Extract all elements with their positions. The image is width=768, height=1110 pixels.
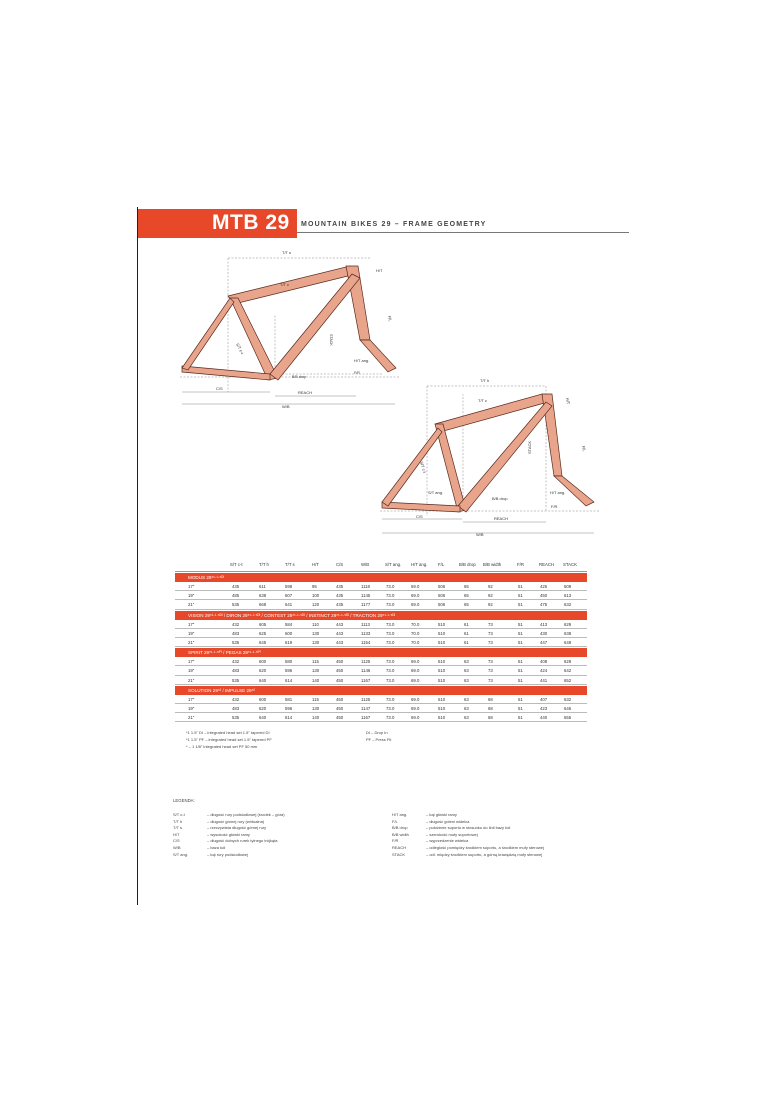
table-cell: 450 [336,677,344,683]
table-cell: 63 [464,696,469,702]
table-cell: 620 [259,668,267,674]
dim-label: B/B drop [492,496,508,501]
group-header-row [175,648,587,657]
table-cell: 69.0 [411,715,420,721]
table-cell: 51 [518,584,523,589]
legend-key: T/T h [173,818,183,824]
legend-title: LEGENDA: [173,798,195,803]
dim-label: W/B [282,404,290,409]
table-cell: 510 [438,705,446,711]
table-cell: 130 [312,668,320,674]
legend-desc: – rzeczywista długość górnej rury [207,825,267,831]
table-cell: 640 [259,677,267,683]
table-cell: 51 [518,715,523,721]
size-cell: 17" [188,659,195,665]
column-header: W/B [361,562,370,567]
table-cell: 73 [488,659,493,665]
dim-label: T/T c [478,398,488,403]
group-name: SPIRIT 29*¹·¹·⁵ᴾᶠ / PEGAS 29*¹·¹·⁵ᴾᶠ [188,650,261,656]
table-cell: 440 [540,715,548,721]
legend-key: W/B [173,844,181,850]
legend-desc: – odległość pomiędzy środkiem suportu, a środkiem mufy sterowej [426,844,544,850]
legend-key: F/R [392,838,399,844]
table-cell: 73 [488,668,493,674]
table-cell: 614 [285,715,293,721]
table-cell: 73.0 [386,668,395,674]
table-cell: 629 [564,621,572,627]
table-cell: 115 [312,659,319,665]
legend-item [173,832,373,839]
table-cell: 73 [488,677,493,683]
table-cell: 408 [540,659,548,665]
table-cell: 425 [540,584,548,589]
table-cell: 69.0 [411,696,420,702]
column-header: REACH [539,562,555,567]
table-row [175,695,587,704]
table-cell: 69.0 [411,593,420,599]
table-cell: 1147 [361,705,371,711]
table-cell: 638 [259,593,267,599]
table-cell: 69.0 [411,677,420,683]
table-cell: 619 [285,639,293,645]
table-cell: 51 [518,621,523,627]
table-cell: 73.0 [386,621,395,627]
frame-diagram-modern [370,376,620,541]
table-cell: 73.0 [386,705,395,711]
table-cell: 68 [488,705,493,711]
table-cell: 73.0 [386,696,395,702]
table-cell: 61 [464,639,469,645]
legend-item [392,838,592,845]
footnote: PF – Press Fit [366,737,392,742]
table-row [175,676,587,685]
table-cell: 646 [564,705,572,711]
table-cell: 1118 [361,584,370,589]
table-cell: 1125 [361,659,371,665]
legend-desc: – położenie suportu w stosunku do linii bazy kół [426,825,511,831]
table-cell: 1113 [361,621,370,627]
table-cell: 614 [285,677,293,683]
table-cell: 73.0 [386,584,395,589]
table-cell: 95 [312,584,317,589]
table-cell: 443 [336,621,344,627]
table-cell: 140 [312,715,320,721]
table-cell: 611 [259,584,266,589]
table-cell: 1146 [361,668,371,674]
legend-item [392,819,592,826]
table-cell: 100 [312,593,320,599]
dim-label: B/B drop [292,375,306,379]
table-cell: 63 [464,677,469,683]
table-cell: 69.0 [411,584,420,589]
table-cell: 535 [232,715,240,721]
table-cell: 506 [438,602,446,608]
legend-key: B/B width [392,831,409,837]
legend-item [173,838,373,845]
size-cell: 17" [188,696,195,702]
table-cell: 632 [564,696,572,702]
table-cell: 70.0 [411,630,420,636]
table-cell: 63 [464,715,469,721]
dim-label: T/T h [480,378,490,383]
size-cell: 21" [188,715,195,721]
table-cell: 581 [285,696,293,702]
table-cell: 435 [336,584,344,589]
table-cell: 506 [438,584,446,589]
table-cell: 641 [285,602,293,608]
table-cell: 110 [312,621,319,627]
legend-item [392,845,592,852]
table-cell: 535 [232,677,240,683]
table-cell: 1133 [361,630,371,636]
table-row [175,582,587,591]
table-cell: 51 [518,602,523,608]
page-margin-rule [137,207,138,905]
table-cell: 73.0 [386,593,395,599]
table-cell: 435 [232,584,240,589]
legend-item [173,852,373,859]
legend-desc: – długość dolnych rurek tylnego trójkąta [207,838,278,844]
legend-item [392,825,592,832]
table-cell: 600 [285,630,293,636]
group-header-row [175,611,587,620]
table-cell: 483 [232,668,240,674]
table-cell: 69.0 [411,668,420,674]
table-cell: 1167 [361,715,371,721]
table-cell: 115 [312,696,319,702]
legend-desc: – wysokość główki ramy [207,831,250,837]
table-cell: 1125 [361,696,371,702]
footnote: *1 1.5" DI – integrated head set 1.5" tapered DI [186,730,270,735]
table-cell: 607 [285,593,293,599]
table-cell: 450 [540,593,548,599]
dim-label: T/T s [282,250,292,255]
table-cell: 1145 [361,593,371,599]
size-cell: 19" [188,705,195,711]
table-cell: 61 [464,621,469,627]
table-cell: 1167 [361,677,371,683]
table-cell: 120 [312,602,320,608]
table-cell: 65 [464,593,469,599]
geometry-table [175,560,587,722]
column-header: T/T h [259,562,269,567]
table-cell: 450 [336,668,344,674]
table-cell: 435 [336,593,344,599]
table-cell: 70.0 [411,639,420,645]
table-cell: 65 [464,602,469,608]
table-cell: 73.0 [386,602,395,608]
table-cell: 609 [564,584,572,589]
dim-label: S/T c-t [235,342,245,355]
legend-desc: – długość rury podsiodłowej (środek – góra) [207,812,285,817]
table-cell: 580 [285,659,293,665]
table-cell: 510 [438,630,446,636]
table-cell: 640 [259,715,267,721]
legend-item [392,812,592,819]
column-header: F/R [517,562,524,567]
table-cell: 510 [438,696,446,702]
dim-label: T/T c [280,282,290,287]
size-cell: 19" [188,593,195,599]
column-header: C/S [336,562,344,567]
table-cell: 535 [232,639,240,645]
table-cell: 475 [540,602,548,608]
table-cell: 450 [336,696,344,702]
legend-key: H/T ang. [392,812,408,817]
table-cell: 423 [540,705,548,711]
table-cell: 668 [259,602,267,608]
table-cell: 92 [488,602,493,608]
table-cell: 73.0 [386,630,395,636]
table-cell: 1154 [361,639,371,645]
table-cell: 1177 [361,602,371,608]
table-cell: 642 [564,668,572,674]
column-header: H/T [312,562,319,567]
table-cell: 632 [564,602,572,608]
legend-key: STACK [392,851,406,857]
table-cell: 535 [232,602,240,608]
table-cell: 51 [518,630,523,636]
table-cell: 432 [232,659,240,665]
dim-label: S/T ang. [428,490,444,495]
table-cell: 73.0 [386,659,395,665]
column-header: B/B width [483,562,502,567]
table-cell: 130 [312,639,320,645]
column-header: S/T c-t [230,562,243,567]
legend-right [392,812,592,858]
table-cell: 51 [518,677,523,683]
table-cell: 600 [259,696,267,702]
header-rule [297,232,629,233]
table-cell: 63 [464,668,469,674]
dim-label: F/R [551,504,558,509]
legend-desc: – kąt rury podsiodłowej [207,851,248,857]
dim-label: C/S [216,386,223,391]
dim-label: H/T ang. [354,358,370,363]
table-cell: 628 [564,659,572,665]
table-cell: 443 [336,639,344,645]
legend-key: S/T ang. [173,851,189,857]
table-cell: 443 [336,630,344,636]
group-name: MODUS 29*¹·¹·⁵ᴰᴵ [188,575,225,581]
table-cell: 485 [232,593,240,599]
legend-desc: – baza kół [207,844,226,850]
table-row [175,620,587,629]
table-cell: 510 [438,677,446,683]
table-cell: 130 [312,630,320,636]
dim-label: W/B [476,532,484,537]
table-cell: 63 [464,705,469,711]
table-row [175,666,587,675]
table-cell: 506 [438,593,446,599]
dim-label: H/T ang. [550,490,566,495]
table-cell: 645 [259,639,267,645]
dim-label: REACH [298,390,313,395]
table-row [175,600,587,609]
legend-desc: – wyprzedzenie widelca [426,838,469,844]
table-cell: 613 [564,593,572,599]
footnote: DI – Drop In [366,730,388,735]
table-cell: 61 [464,630,469,636]
table-cell: 51 [518,659,523,665]
table-cell: 432 [232,696,240,702]
table-cell: 510 [438,715,446,721]
table-cell: 430 [540,630,548,636]
legend-item [173,825,373,832]
dim-label: F/R [354,371,360,375]
footnote: *1 1.5" PF – integrated head set 1.5" tapered PF [186,737,272,742]
table-cell: 69.0 [411,705,420,711]
table-cell: 432 [232,621,240,627]
legend-item [392,852,592,859]
table-cell: 73.0 [386,715,395,721]
table-cell: 92 [488,593,493,599]
table-cell: 596 [285,705,293,711]
table-cell: 51 [518,696,523,702]
legend-key: F/L [392,818,398,824]
table-cell: 600 [259,659,267,665]
dim-label: F/L [581,445,587,452]
table-row [175,713,587,722]
legend-item [173,845,373,852]
table-cell: 450 [336,659,344,665]
table-cell: 450 [336,705,344,711]
size-cell: 17" [188,621,195,627]
column-header: F/L [438,562,445,567]
table-cell: 441 [540,677,548,683]
table-cell: 510 [438,659,446,665]
legend-left [173,812,373,858]
legend-key: T/T s [173,825,183,831]
table-cell: 69.0 [411,659,420,665]
dim-label: S/T c-t [419,460,428,474]
column-header: H/T ang. [411,562,428,567]
size-cell: 19" [188,630,195,636]
footnotes-right [366,729,391,743]
table-cell: 424 [540,668,548,674]
column-header: STACK [563,562,578,567]
table-cell: 68 [488,715,493,721]
table-row [175,704,587,713]
table-cell: 69.0 [411,602,420,608]
table-cell: 51 [518,593,523,599]
table-cell: 51 [518,639,523,645]
table-cell: 598 [285,584,293,589]
legend-desc: – długość górnej rury (wirtualna) [207,818,265,824]
table-row [175,638,587,647]
table-cell: 63 [464,659,469,665]
legend-item [173,819,373,826]
table-cell: 65 [464,584,469,589]
legend-key: B/B drop [392,825,408,831]
table-cell: 73 [488,630,493,636]
size-cell: 21" [188,602,195,608]
footnotes-left [186,729,272,750]
dim-label: H/T [565,397,572,405]
legend-item [173,812,373,819]
table-cell: 73.0 [386,677,395,683]
legend-desc: – kąt główki ramy [426,812,457,817]
table-cell: 620 [259,705,267,711]
column-header: T/T s [285,562,295,567]
dim-label: STACK [329,334,333,346]
table-cell: 68 [488,696,493,702]
size-cell: 21" [188,639,195,645]
table-cell: 92 [488,584,493,589]
table-cell: 73 [488,621,493,627]
table-header-row [175,560,587,572]
table-cell: 605 [259,621,267,627]
size-cell: 17" [188,584,195,589]
dim-label: F/L [387,315,393,322]
table-cell: 435 [336,602,344,608]
size-cell: 21" [188,677,195,683]
table-cell: 510 [438,621,446,627]
dim-label: REACH [494,516,509,521]
legend-key: REACH [392,844,407,850]
table-cell: 510 [438,639,446,645]
table-cell: 648 [564,639,572,645]
table-cell: 413 [540,621,548,627]
column-header: B/B drop [459,562,476,567]
dim-label: C/S [416,514,423,519]
group-name: VISION 29*¹·¹·⁵ᴰᴵ / DIRON 29*¹·¹·⁵ᴰᴵ / CONTEST 29*¹·¹·⁵ᴰᴵ / INSTINCT 29*¹·¹·⁵ᴰᴵ / TRACTION 29*¹·¹·⁵ᴰᴵ [188,612,396,618]
legend-key: C/S [173,838,180,844]
table-cell: 652 [564,677,572,683]
table-cell: 483 [232,705,240,711]
table-cell: 70.0 [411,621,420,627]
column-header: S/T ang. [385,562,402,567]
legend-item [392,832,592,839]
table-cell: 638 [564,630,572,636]
table-cell: 51 [518,668,523,674]
table-cell: 140 [312,677,320,683]
table-cell: 625 [259,630,267,636]
table-cell: 73.0 [386,639,395,645]
table-cell: 51 [518,705,523,711]
table-row [175,591,587,600]
page-title: MTB 29 [212,211,290,234]
table-cell: 483 [232,630,240,636]
table-cell: 407 [540,696,548,702]
legend-key: S/T c-t [173,812,185,817]
group-name: SOLUTION 29*² / IMPULSE 29*² [188,687,255,693]
table-cell: 73 [488,639,493,645]
table-cell: 596 [285,668,293,674]
table-cell: 130 [312,705,320,711]
legend-key: H/T [173,831,180,837]
table-cell: 450 [336,715,344,721]
dim-label: H/T [376,268,383,273]
table-row [175,657,587,666]
table-cell: 510 [438,668,446,674]
legend-desc: – szerokość mufy suportowej [426,831,478,837]
table-cell: 655 [564,715,572,721]
legend-desc: – odl. między środkiem suportu, a górną krawędzią mufy sterowej [426,851,543,857]
table-row [175,629,587,638]
dim-label: STACK [527,440,532,454]
table-cell: 584 [285,621,293,627]
legend-desc: – długość goleni widelca [426,818,470,824]
group-header-row [175,686,587,695]
footnote: * – 1 1/8" integrated head set PF 50 mm [186,744,258,749]
group-header-row [175,573,587,582]
size-cell: 19" [188,668,195,674]
table-cell: 447 [540,639,548,645]
page-subtitle: MOUNTAIN BIKES 29 – FRAME GEOMETRY [301,221,487,228]
